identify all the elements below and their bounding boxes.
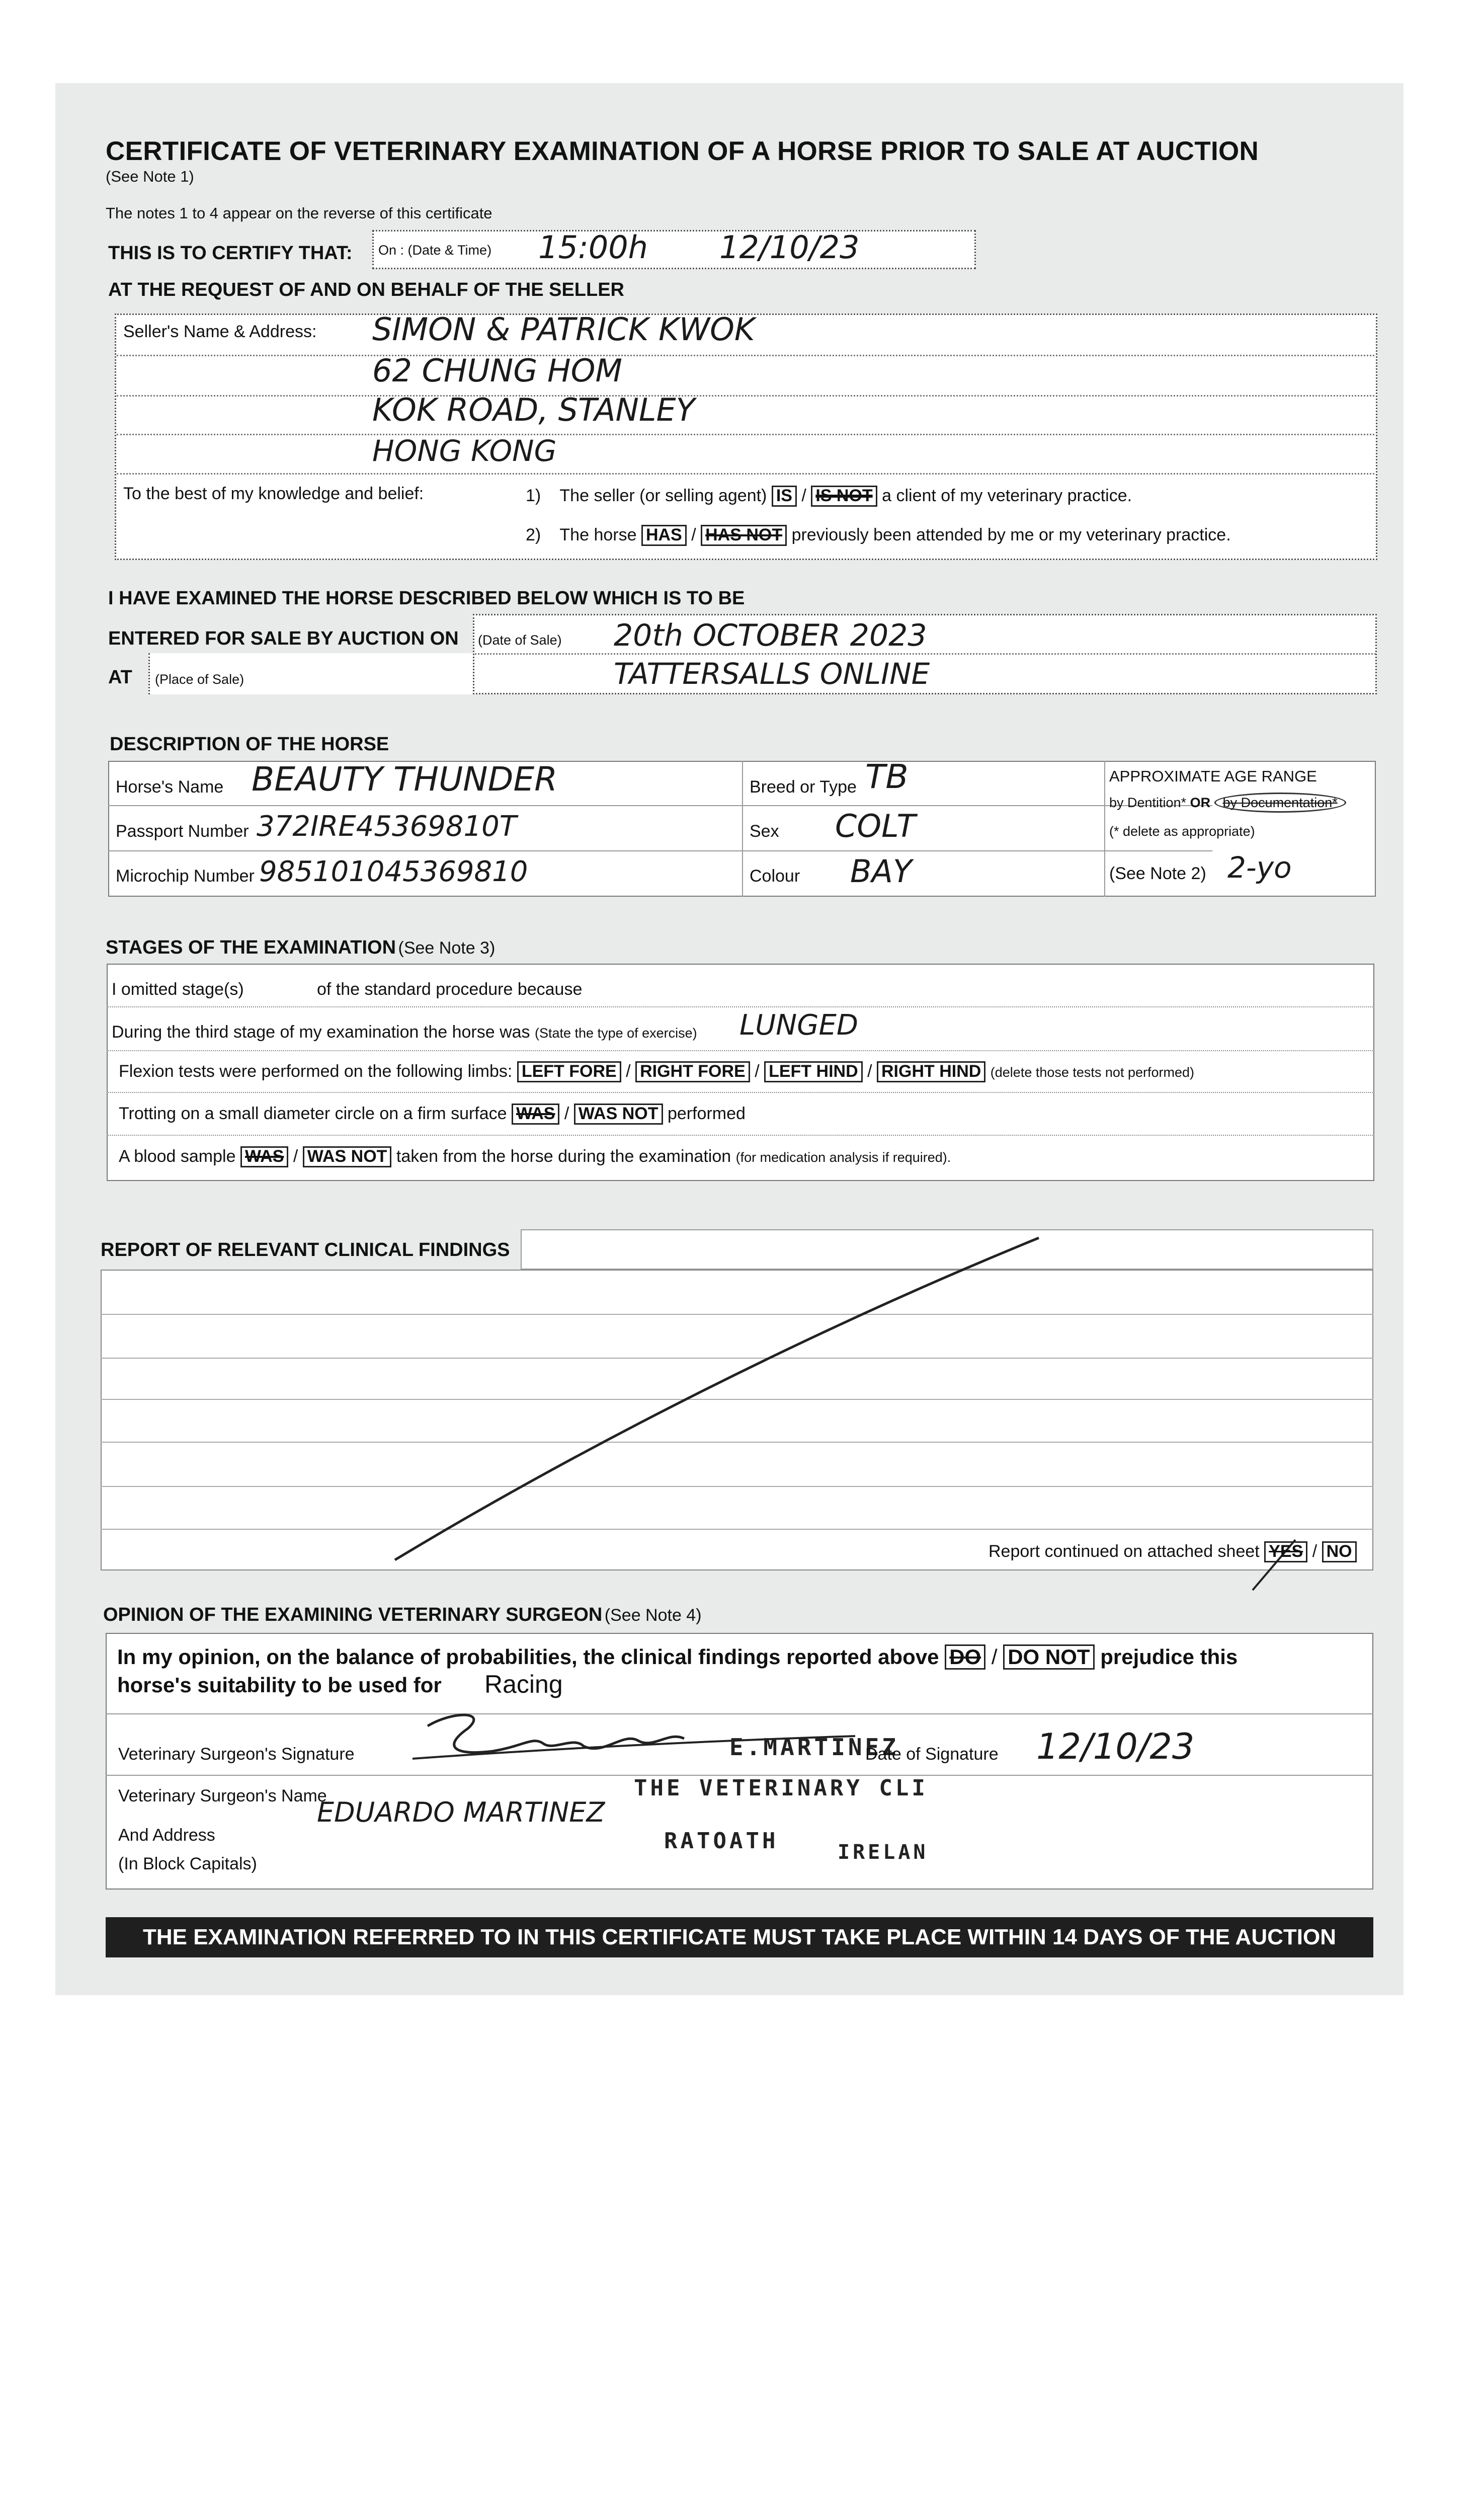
practice-stamp-line-2: RATOATH xyxy=(664,1828,779,1854)
intended-use-value: Racing xyxy=(484,1670,563,1698)
opinion-do-not-option[interactable]: DO NOT xyxy=(1003,1644,1094,1670)
age-value: 2-yo xyxy=(1227,850,1292,885)
place-of-sale-value: TATTERSALLS ONLINE xyxy=(614,657,930,691)
passport-value: 372IRE45369810T xyxy=(257,810,517,843)
trot-was-option[interactable]: WAS xyxy=(512,1104,559,1125)
stages-heading: STAGES OF THE EXAMINATION (See Note 3) xyxy=(106,937,496,958)
belief-label: To the best of my knowledge and belief: xyxy=(123,484,424,503)
signature-label: Veterinary Surgeon's Signature xyxy=(118,1745,355,1764)
seller-line-value-4: HONG KONG xyxy=(372,434,557,468)
at-label: AT xyxy=(108,667,132,688)
age-documentation-option[interactable]: by Documentation* xyxy=(1214,793,1346,813)
horse-name-label: Horse's Name xyxy=(116,777,224,797)
footer-banner: THE EXAMINATION REFERRED TO IN THIS CERTIFICATE MUST TAKE PLACE WITHIN 14 DAYS OF THE AUCTION xyxy=(106,1917,1373,1957)
age-options: by Dentition* OR by Documentation* xyxy=(1109,795,1346,811)
date-of-signature-label: Date of Signature xyxy=(865,1745,999,1764)
microchip-label: Microchip Number xyxy=(116,867,255,886)
statement-1: 1) The seller (or selling agent) IS / IS NOT a client of my veterinary practice. xyxy=(526,486,1132,507)
seller-line-value-2: 62 CHUNG HOM xyxy=(372,352,622,389)
microchip-value: 985101045369810 xyxy=(259,855,528,888)
practice-stamp-line-3: IRELAN xyxy=(838,1841,929,1864)
practice-stamp-line-1: THE VETERINARY CLI xyxy=(634,1775,928,1801)
request-line: AT THE REQUEST OF AND ON BEHALF OF THE SELLER xyxy=(108,279,624,300)
right-fore-option[interactable]: RIGHT FORE xyxy=(635,1061,750,1082)
opinion-text-line-1: In my opinion, on the balance of probabilities, the clinical findings reported above DO / DO NOT prejudice this xyxy=(117,1644,1238,1670)
third-stage-line: During the third stage of my examination the horse was (State the type of exercise) xyxy=(112,1023,697,1042)
date-of-sale-label: (Date of Sale) xyxy=(478,633,562,648)
place-of-sale-label: (Place of Sale) xyxy=(155,672,244,687)
opinion-text-line-2: horse's suitability to be used for xyxy=(117,1673,442,1697)
horse-name-value: BEAUTY THUNDER xyxy=(252,760,558,799)
trot-was-not-option[interactable]: WAS NOT xyxy=(574,1104,663,1125)
entered-label: ENTERED FOR SALE BY AUCTION ON xyxy=(108,628,459,649)
date-of-sale-value: 20th OCTOBER 2023 xyxy=(614,618,927,653)
sex-label: Sex xyxy=(750,822,779,841)
continued-yes-option[interactable]: YES xyxy=(1264,1541,1307,1562)
examined-line: I HAVE EXAMINED THE HORSE DESCRIBED BELOW WHICH IS TO BE xyxy=(108,588,745,609)
omitted-label-a: I omitted stage(s) xyxy=(112,980,244,999)
opinion-heading: OPINION OF THE EXAMINING VETERINARY SURGEON (See Note 4) xyxy=(103,1604,702,1625)
right-hind-option[interactable]: RIGHT HIND xyxy=(877,1061,985,1082)
address-label: And Address xyxy=(118,1826,215,1845)
signature-stamp: E.MARTINEZ xyxy=(729,1734,899,1761)
colour-label: Colour xyxy=(750,867,800,886)
left-fore-option[interactable]: LEFT FORE xyxy=(517,1061,621,1082)
breed-label: Breed or Type xyxy=(750,777,857,797)
seller-name-label: Seller's Name & Address: xyxy=(123,322,317,341)
age-delete-note: (* delete as appropriate) xyxy=(1109,824,1255,839)
is-not-option[interactable]: IS NOT xyxy=(811,486,877,507)
omitted-label-b: of the standard procedure because xyxy=(317,980,583,999)
statement-2: 2) The horse HAS / HAS NOT previously been attended by me or my veterinary practice. xyxy=(526,525,1231,546)
surgeon-name-label: Veterinary Surgeon's Name xyxy=(118,1786,327,1805)
age-see-note: (See Note 2) xyxy=(1109,864,1206,883)
opinion-do-option[interactable]: DO xyxy=(945,1644,985,1670)
continued-no-option[interactable]: NO xyxy=(1322,1541,1357,1562)
has-option[interactable]: HAS xyxy=(641,525,687,546)
certify-label: THIS IS TO CERTIFY THAT: xyxy=(108,243,353,264)
sex-value: COLT xyxy=(835,808,916,844)
notes-line: The notes 1 to 4 appear on the reverse of this certificate xyxy=(106,204,492,222)
third-stage-value: LUNGED xyxy=(739,1009,858,1042)
block-capitals-label: (In Block Capitals) xyxy=(118,1854,257,1873)
description-heading: DESCRIPTION OF THE HORSE xyxy=(110,734,389,755)
colour-value: BAY xyxy=(850,853,912,890)
on-date-label: On : (Date & Time) xyxy=(378,243,492,258)
passport-label: Passport Number xyxy=(116,822,249,841)
blood-was-option[interactable]: WAS xyxy=(240,1146,288,1167)
trot-line: Trotting on a small diameter circle on a firm surface WAS / WAS NOT performed xyxy=(119,1104,746,1125)
blood-line: A blood sample WAS / WAS NOT taken from the horse during the examination (for medication analysis if required). xyxy=(119,1146,951,1167)
flexion-line: Flexion tests were performed on the following limbs: LEFT FORE / RIGHT FORE / LEFT HIND / RIGHT HIND (delete those tests not performed) xyxy=(119,1061,1194,1082)
seller-line-value-3: KOK ROAD, STANLEY xyxy=(372,391,695,428)
page-title: CERTIFICATE OF VETERINARY EXAMINATION OF A HORSE PRIOR TO SALE AT AUCTION xyxy=(106,136,1259,166)
left-hind-option[interactable]: LEFT HIND xyxy=(764,1061,863,1082)
see-note-1: (See Note 1) xyxy=(106,168,194,185)
exam-date-value: 12/10/23 xyxy=(719,229,860,266)
date-of-signature-value: 12/10/23 xyxy=(1036,1726,1195,1767)
exam-time-value: 15:00h xyxy=(538,229,648,266)
blood-was-not-option[interactable]: WAS NOT xyxy=(303,1146,392,1167)
report-heading: REPORT OF RELEVANT CLINICAL FINDINGS xyxy=(101,1239,510,1261)
has-not-option[interactable]: HAS NOT xyxy=(701,525,787,546)
surgeon-name-value: EDUARDO MARTINEZ xyxy=(317,1796,605,1828)
report-continued-line: Report continued on attached sheet YES / NO xyxy=(988,1541,1357,1562)
is-option[interactable]: IS xyxy=(772,486,797,507)
breed-value: TB xyxy=(865,757,909,796)
age-heading: APPROXIMATE AGE RANGE xyxy=(1109,767,1317,785)
seller-line-value-1: SIMON & PATRICK KWOK xyxy=(372,311,755,348)
